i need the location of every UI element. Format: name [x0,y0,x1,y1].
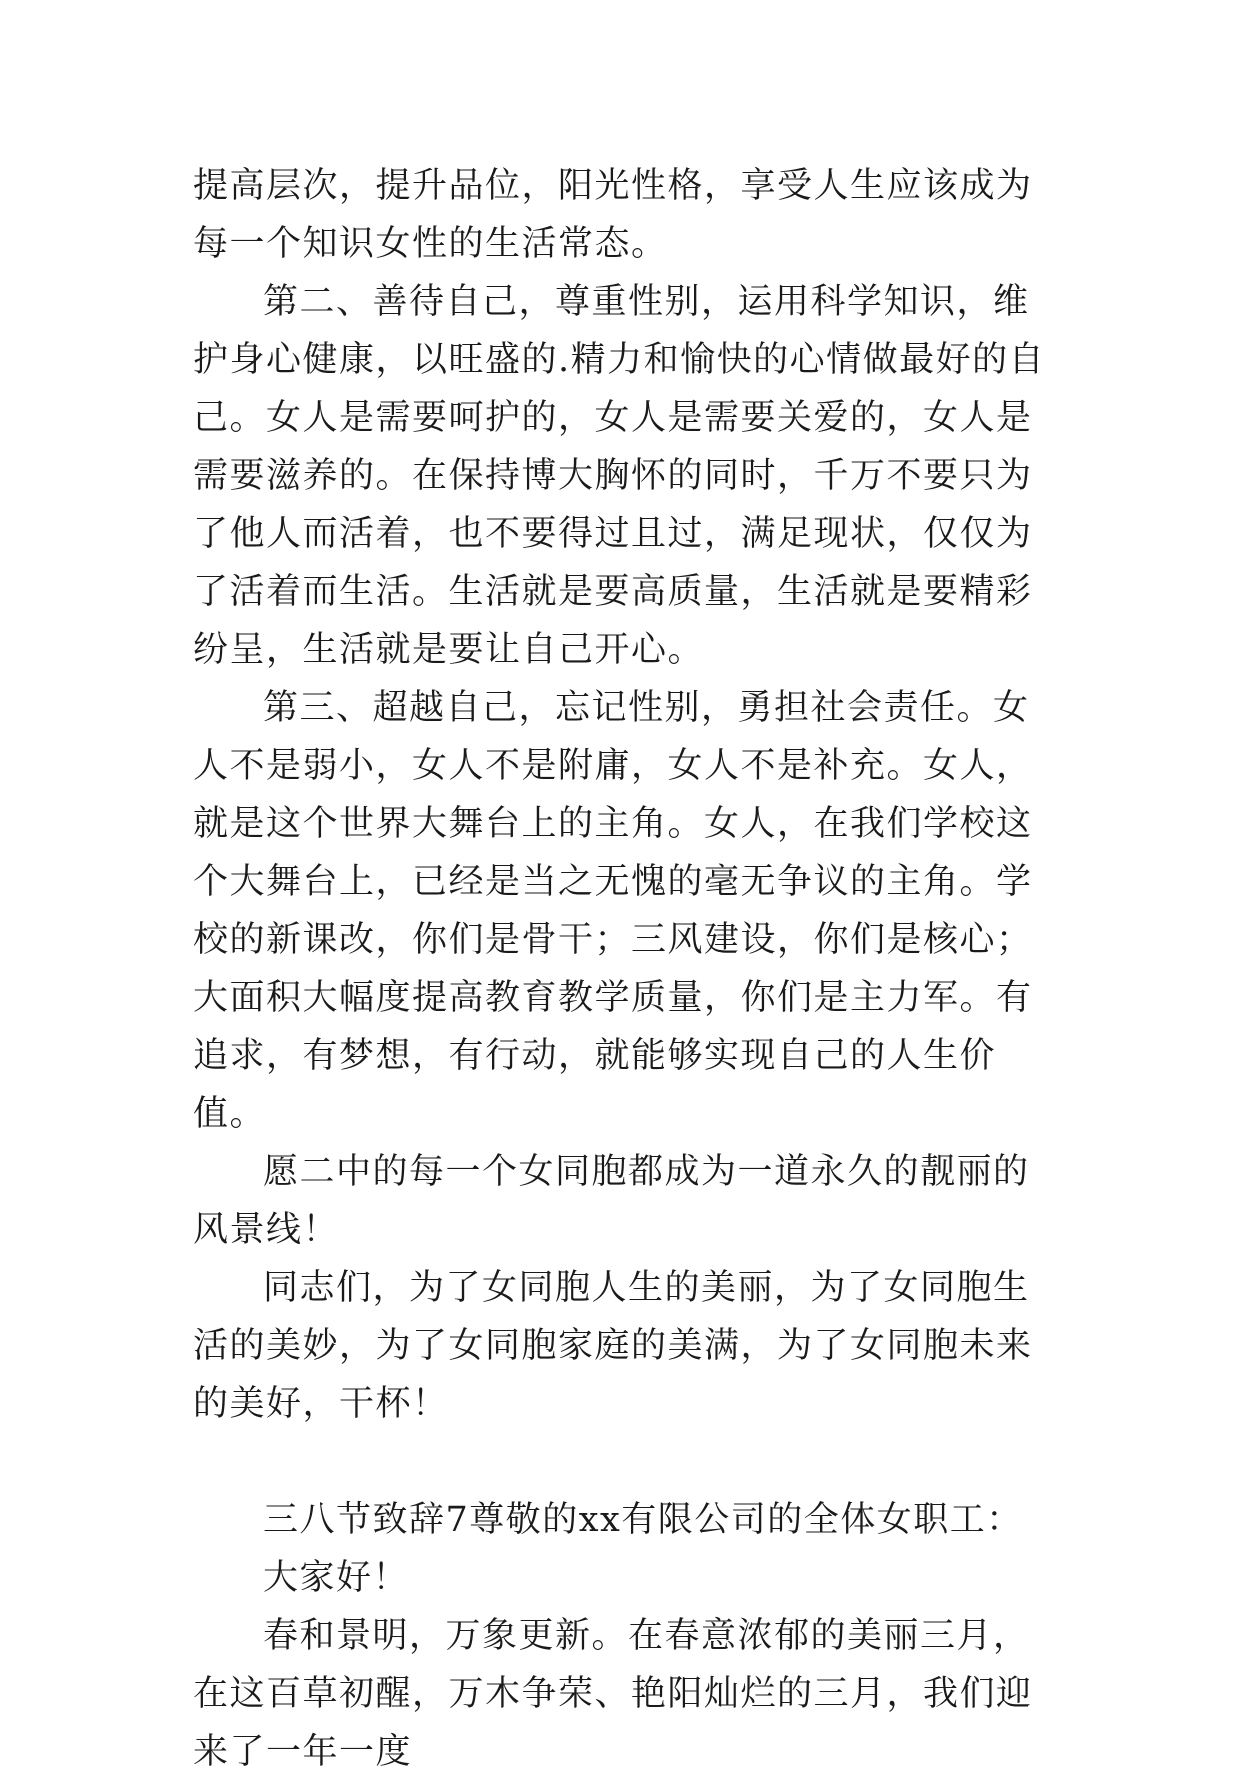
paragraph-second-point: 第二、善待自己，尊重性别，运用科学知识，维护身心健康，以旺盛的.精力和愉快的心情做最好的自己。女人是需要呵护的，女人是需要关爱的，女人是需要滋养的。在保持博大胸怀的同时，千万不要只为了他人而活着，也不要得过且过，满足现状，仅仅为了活着而生活。生活就是要高质量，生活就是要精彩纷呈，生活就是要让自己开心。 [193,282,1046,670]
paragraph-opening: 春和景明，万象更新。在春意浓郁的美丽三月，在这百草初醒，万木争荣、艳阳灿烂的三月，我们迎来了一年一度 [193,1616,1033,1772]
paragraph-toast: 同志们，为了女同胞人生的美丽，为了女同胞生活的美妙，为了女同胞家庭的美满，为了女同胞未来的美好，干杯！ [193,1268,1033,1424]
paragraph-continued: 提高层次，提升品位，阳光性格，享受人生应该成为每一个知识女性的生活常态。 [193,166,1033,264]
section-gap [193,1433,1048,1491]
paragraph-third-point: 第三、超越自己，忘记性别，勇担社会责任。女人不是弱小，女人不是附庸，女人不是补充。女人，就是这个世界大舞台上的主角。女人，在我们学校这个大舞台上，已经是当之无愧的毫无争议的主角。学校的新课改，你们是骨干；三风建设，你们是核心；大面积大幅度提高教育教学质量，你们是主力军。有追求，有梦想，有行动，就能够实现自己的人生价值。 [193,688,1033,1134]
paragraph-wish: 愿二中的每一个女同胞都成为一道永久的靓丽的风景线！ [193,1152,1030,1250]
document-body [193,157,1048,1781]
greeting: 大家好！ [263,1558,410,1598]
speech-heading: 三八节致辞7尊敬的xx有限公司的全体女职工： [263,1500,1023,1540]
